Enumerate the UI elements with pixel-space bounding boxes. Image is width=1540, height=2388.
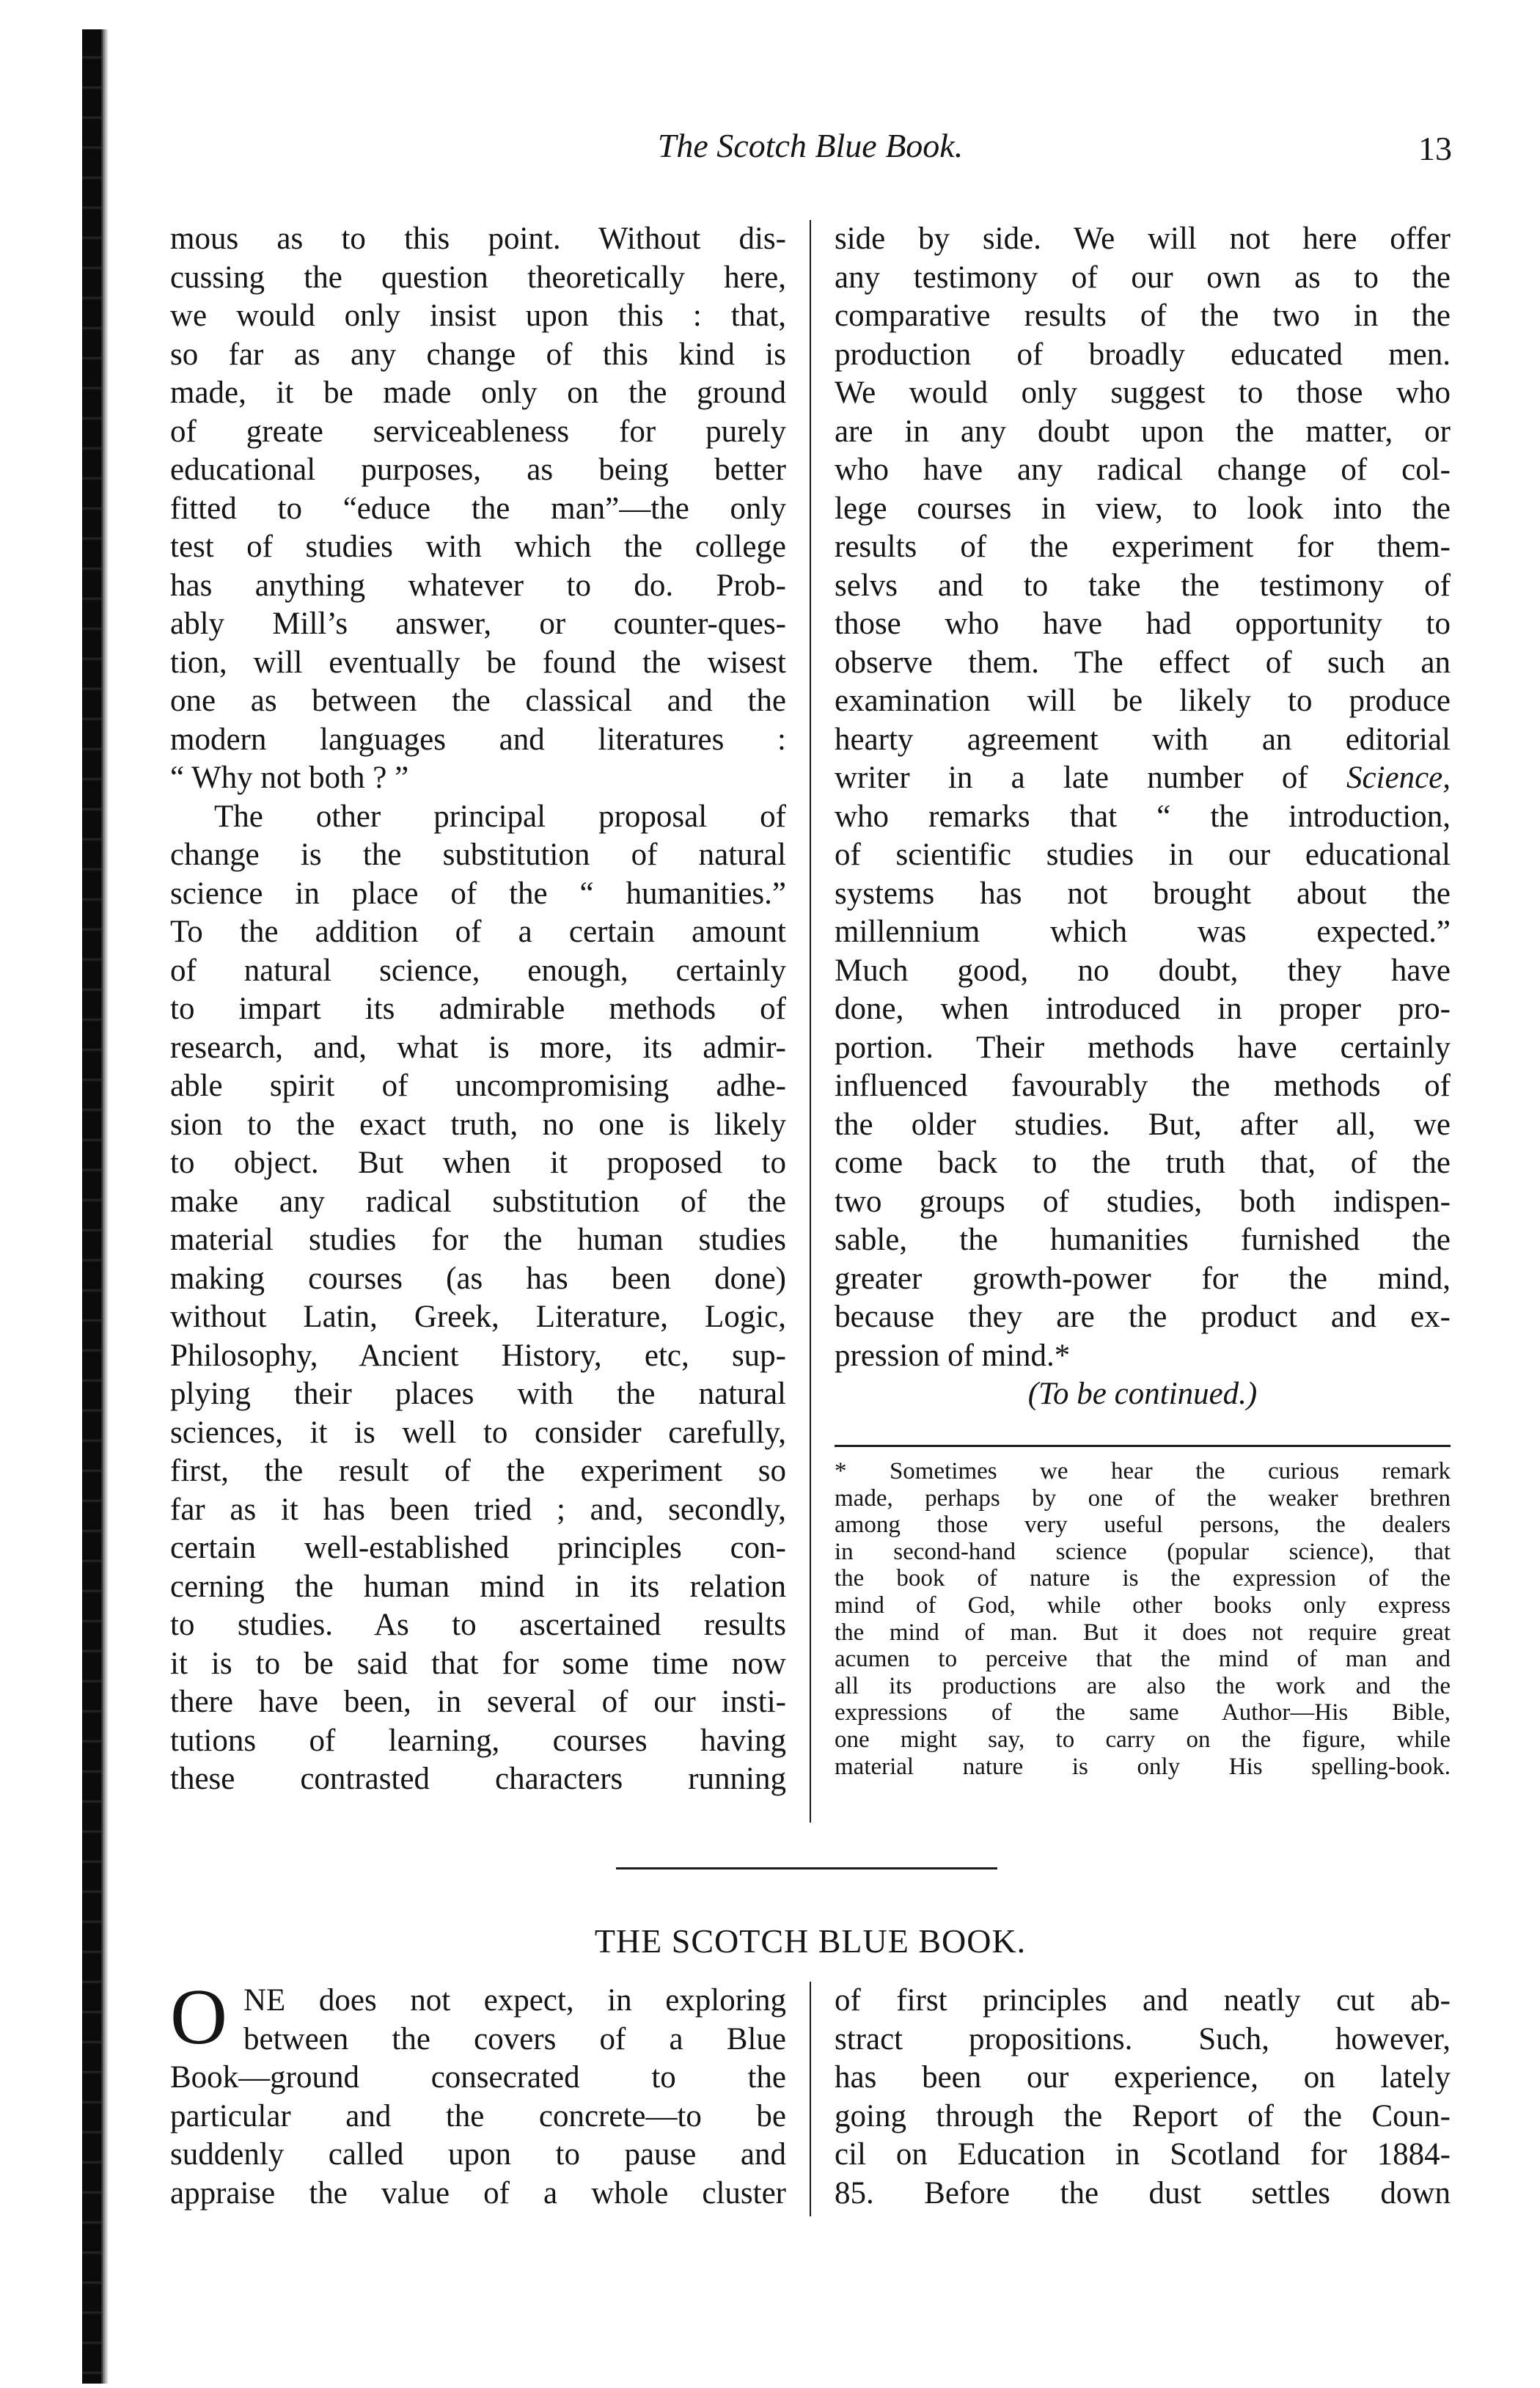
dropcap-line	[170, 1974, 786, 2061]
text-line: educational purposes, as being better	[170, 453, 786, 487]
book-spine-edge	[101, 29, 109, 2384]
text-line: of greate serviceableness for purely	[170, 414, 786, 449]
text-line: has been our experience, on lately	[835, 2060, 1451, 2095]
text-line: portion. Their methods have certainly	[835, 1030, 1451, 1065]
text-line: Much good, no doubt, they have	[835, 953, 1451, 988]
text-line: two groups of studies, both indispen-	[835, 1184, 1451, 1219]
text-line: modern languages and literatures :	[170, 722, 786, 757]
text-line: ably Mill’s answer, or counter-ques-	[170, 607, 786, 641]
new-article-right-column	[835, 1982, 1451, 2213]
text-line: who have any radical change of col-	[835, 453, 1451, 487]
text-line: done, when introduced in proper pro-	[835, 992, 1451, 1026]
text-line: without Latin, Greek, Literature, Logic,	[170, 1300, 786, 1334]
text-line: change is the substitution of natural	[170, 838, 786, 872]
footnote-rule	[835, 1445, 1451, 1447]
text-line: sion to the exact truth, no one is likely	[170, 1107, 786, 1142]
text-line: come back to the truth that, of the	[835, 1146, 1451, 1180]
text-line: tutions of learning, courses having	[170, 1723, 786, 1758]
column-divider	[810, 220, 811, 1823]
continued-note	[835, 1375, 1451, 1414]
text-line: “ Why not both ? ”	[170, 761, 409, 795]
text-line: particular and the concrete—to be	[170, 2098, 786, 2134]
text-line: Book—ground consecrated to the	[170, 2060, 786, 2095]
text-line: far as it has been tried ; and, secondly,	[170, 1492, 786, 1527]
text-line: first, the result of the experiment so	[170, 1454, 786, 1488]
text-line: We would only suggest to those who	[835, 376, 1451, 410]
text-line: fitted to “educe the man”—the only	[170, 491, 786, 526]
book-spine-shadow	[82, 29, 103, 2384]
text-line: 85. Before the dust settles down	[835, 2175, 1451, 2211]
text-line: who remarks that “ the introduction,	[835, 799, 1451, 834]
text-line: made, it be made only on the ground	[170, 376, 786, 410]
text-line: it is to be said that for some time now	[170, 1646, 786, 1681]
running-head: The Scotch Blue Book.	[657, 127, 964, 164]
text-line: hearty agreement with an editorial	[835, 722, 1451, 757]
text-line: material studies for the human studies	[170, 1223, 786, 1257]
text-line: has anything whatever to do. Prob-	[170, 568, 786, 603]
text-line: lege courses in view, to look into the	[835, 491, 1451, 526]
text-line: comparative results of the two in the	[835, 298, 1451, 333]
text-line: to impart its admirable methods of	[170, 992, 786, 1026]
new-article-left-column	[170, 1974, 786, 2213]
text-line: those who have had opportunity to	[835, 607, 1451, 641]
text-line: able spirit of uncompromising adhe-	[170, 1069, 786, 1103]
footnote-line: expressions of the same Author—His Bible,	[835, 1699, 1451, 1726]
footnote-line: mind of God, while other books only express	[835, 1592, 1451, 1619]
text-line: of scientific studies in our educational	[835, 838, 1451, 872]
text-line-with-title	[835, 759, 1451, 798]
text-line: make any radical substitution of the	[170, 1184, 786, 1219]
text-line: tion, will eventually be found the wisest	[170, 645, 786, 680]
footnote	[835, 1458, 1451, 1780]
footnote-line: acumen to perceive that the mind of man and	[835, 1646, 1451, 1673]
text-line: The other principal proposal of	[214, 799, 786, 834]
continued-note-text: (To be continued.)	[1027, 1377, 1258, 1411]
text-line: of natural science, enough, certainly	[170, 953, 786, 988]
text-line: making courses (as has been done)	[170, 1261, 786, 1296]
text-line: To the addition of a certain amount	[170, 915, 786, 949]
text-line: cussing the question theoretically here,	[170, 260, 786, 295]
text-line: we would only insist upon this : that,	[170, 298, 786, 333]
text-line: cil on Education in Scotland for 1884-	[835, 2137, 1451, 2172]
section-separator-rule	[616, 1867, 997, 1869]
text-line: sciences, it is well to consider carefully,	[170, 1415, 786, 1450]
text-line: between the covers of a Blue	[243, 2021, 786, 2056]
footnote-line: material nature is only His spelling-book.	[835, 1753, 1451, 1780]
text-line: examination will be likely to produce	[835, 684, 1451, 718]
footnote-line: among those very useful persons, the dealers	[835, 1512, 1451, 1539]
text-line: writer in a late number of	[835, 761, 1346, 795]
section-title: THE SCOTCH BLUE BOOK.	[594, 1922, 1027, 1960]
text-line: sable, the humanities furnished the	[835, 1223, 1451, 1257]
text-line: to object. But when it proposed to	[170, 1146, 786, 1180]
footnote-line: the mind of man. But it does not require great	[835, 1619, 1451, 1646]
article-left-column	[170, 220, 786, 1799]
text-line: the older studies. But, after all, we	[835, 1107, 1451, 1142]
text-line: Philosophy, Ancient History, etc, sup-	[170, 1338, 786, 1373]
page-header	[169, 126, 1452, 175]
text-line: certain well-established principles con-	[170, 1531, 786, 1565]
text-line: are in any doubt upon the matter, or	[835, 414, 1451, 449]
text-line: greater growth-power for the mind,	[835, 1261, 1451, 1296]
text-line: any testimony of our own as to the	[835, 260, 1451, 295]
text-line: research, and, what is more, its admir-	[170, 1030, 786, 1065]
text-line: one as between the classical and the	[170, 684, 786, 718]
text-line: these contrasted characters running	[170, 1762, 786, 1796]
text-line: appraise the value of a whole cluster	[170, 2175, 786, 2211]
text-line: production of broadly educated men.	[835, 337, 1451, 372]
text-line: there have been, in several of our insti-	[170, 1685, 786, 1719]
article-right-column	[835, 220, 1451, 1414]
journal-title-science: Science,	[1346, 761, 1451, 795]
footnote-line: in second-hand science (popular science), that	[835, 1538, 1451, 1565]
text-line: millennium which was expected.”	[835, 915, 1451, 949]
text-line: influenced favourably the methods of	[835, 1069, 1451, 1103]
footnote-line: * Sometimes we hear the curious remark	[835, 1458, 1451, 1484]
text-line: of first principles and neatly cut ab-	[835, 1983, 1451, 2018]
text-line: to studies. As to ascertained results	[170, 1608, 786, 1642]
text-line: observe them. The effect of such an	[835, 645, 1451, 680]
text-line: because they are the product and ex-	[835, 1300, 1451, 1334]
text-line: cerning the human mind in its relation	[170, 1569, 786, 1604]
text-line: results of the experiment for them-	[835, 530, 1451, 564]
page-number: 13	[1418, 130, 1452, 167]
footnote-line: all its productions are also the work and the	[835, 1672, 1451, 1699]
footnote-line: made, perhaps by one of the weaker brethren	[835, 1484, 1451, 1512]
text-line: science in place of the “ humanities.”	[170, 876, 786, 911]
text-line: going through the Report of the Coun-	[835, 2098, 1451, 2134]
text-line: mous as to this point. Without dis-	[170, 221, 786, 256]
column-divider	[810, 1982, 811, 2216]
text-line: test of studies with which the college	[170, 530, 786, 564]
text-line: side by side. We will not here offer	[835, 221, 1451, 256]
text-line: so far as any change of this kind is	[170, 337, 786, 372]
text-line: plying their places with the natural	[170, 1377, 786, 1411]
text-line: NE does not expect, in exploring	[243, 1983, 786, 2018]
footnote-line: one might say, to carry on the figure, while	[835, 1726, 1451, 1753]
footnote-line: the book of nature is the expression of the	[835, 1565, 1451, 1592]
text-line: systems has not brought about the	[835, 876, 1451, 911]
drop-cap: O	[170, 1974, 227, 2061]
text-line: selvs and to take the testimony of	[835, 568, 1451, 603]
text-line: stract propositions. Such, however,	[835, 2021, 1451, 2056]
text-line: suddenly called upon to pause and	[170, 2137, 786, 2172]
text-line: pression of mind.*	[835, 1338, 1071, 1373]
